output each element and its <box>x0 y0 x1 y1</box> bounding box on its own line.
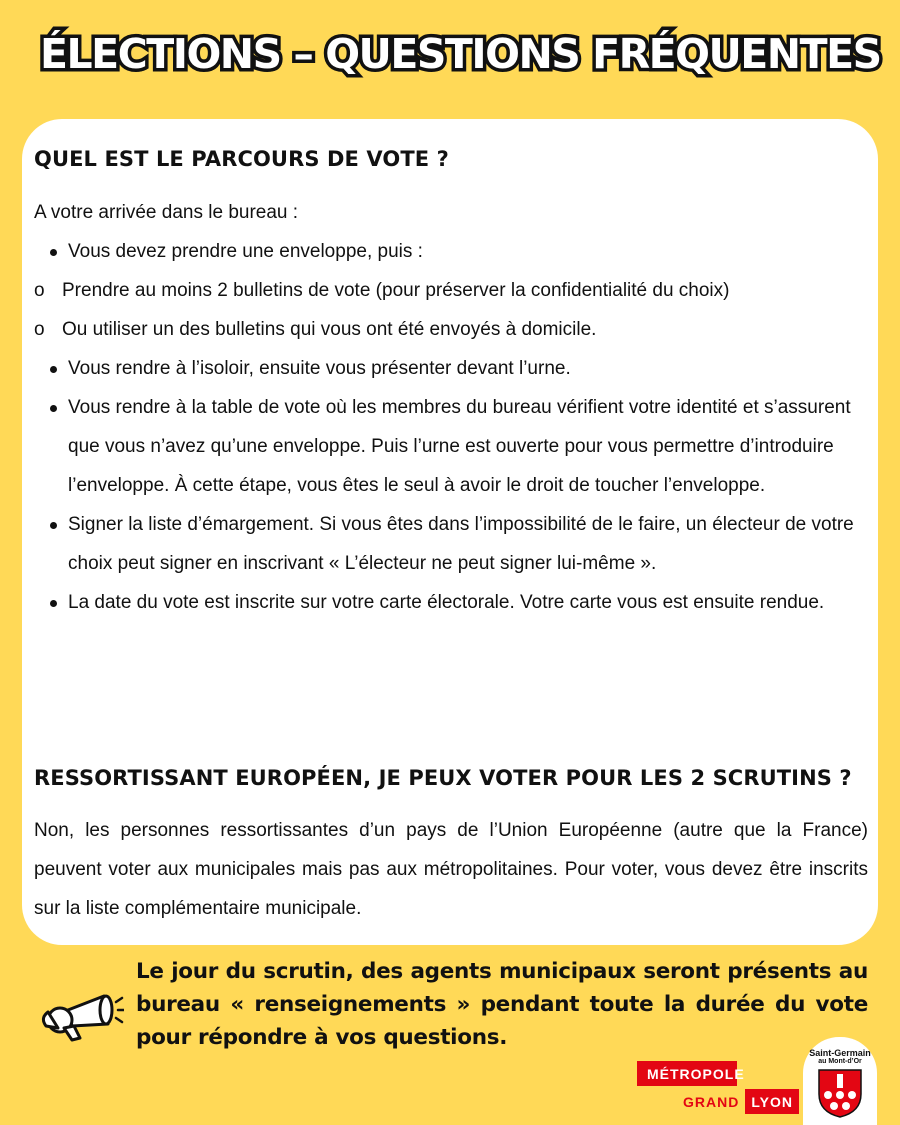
european-voters-text: Non, les personnes ressortissantes d’un pays de l’Union Européenne (autre que la France) peuvent voter aux municipales mais pas aux métropolitaines. Pour voter, vous devez être inscrits sur la liste complémentaire municipale. <box>34 820 868 919</box>
section-heading-european-voters: RESSORTISSANT EUROPÉEN, JE PEUX VOTER POUR LES 2 SCRUTINS ? <box>34 766 852 790</box>
info-note: Le jour du scrutin, des agents municipaux seront présents au bureau « renseignements » pendant toute la durée du vote pour répondre à vos questions. <box>136 959 868 1050</box>
list-item: Signer la liste d’émargement. Si vous êtes dans l’impossibilité de le faire, un électeur de votre choix peut signer en inscrivant « L’électeur ne peut signer lui-même ». <box>34 505 866 583</box>
commune-logo: Saint-Germain au Mont-d’Or <box>803 1037 877 1125</box>
list-item: Vous devez prendre une enveloppe, puis : <box>34 232 866 271</box>
steps-list <box>34 232 866 622</box>
sub-list-item: o Prendre au moins 2 bulletins de vote (pour préserver la confidentialité du choix) <box>34 280 730 301</box>
coat-of-arms-icon <box>817 1068 863 1118</box>
sub-list-item: o Ou utiliser un des bulletins qui vous ont été envoyés à domicile. <box>34 319 597 340</box>
intro-text: A votre arrivée dans le bureau : <box>34 202 299 223</box>
megaphone-icon <box>38 988 124 1048</box>
list-item: Vous rendre à la table de vote où les membres du bureau vérifient votre identité et s’assurent que vous n’avez qu’une enveloppe. Puis l’urne est ouverte pour vous permettre d’introduire l’enveloppe. À cette étape, vous êtes le seul à avoir le droit de toucher l’enveloppe. <box>34 388 866 505</box>
faq-card <box>22 119 878 945</box>
metropole-logo: MÉTROPOLE GRAND LYON <box>637 1061 799 1114</box>
list-item: Vous rendre à l’isoloir, ensuite vous présenter devant l’urne. <box>34 349 866 388</box>
page-title: ÉLECTIONS – QUESTIONS FRÉQUENTES <box>40 30 881 78</box>
list-item: La date du vote est inscrite sur votre carte électorale. Votre carte vous est ensuite rendue. <box>34 583 866 622</box>
section-heading-voting-process: QUEL EST LE PARCOURS DE VOTE ? <box>34 147 449 171</box>
